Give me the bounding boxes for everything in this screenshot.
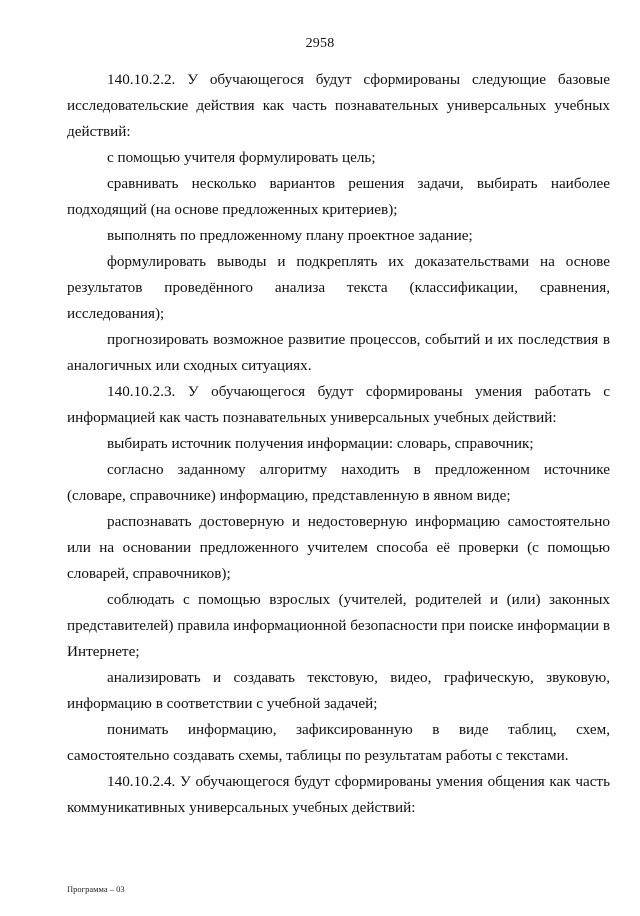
list-item: прогнозировать возможное развитие процессов, событий и их последствия в аналогичных или сходных ситуациях. — [67, 331, 610, 374]
list-item: выбирать источник получения информации: словарь, справочник; — [107, 435, 534, 452]
list-item: распознавать достоверную и недостоверную информацию самостоятельно или на основании предложенного учителем способа её проверки (с помощью словарей, справочников); — [67, 513, 610, 582]
list-item: выполнять по предложенному плану проектное задание; — [107, 227, 473, 244]
list-item: соблюдать с помощью взрослых (учителей, родителей и (или) законных представителей) правила информационной безопасности при поиске информации в Интернете; — [67, 591, 610, 660]
page-footer: Программа – 03 — [67, 884, 125, 894]
list-item: сравнивать несколько вариантов решения задачи, выбирать наиболее подходящий (на основе предложенных критериев); — [67, 175, 610, 218]
list-item: с помощью учителя формулировать цель; — [107, 149, 376, 166]
page-number: 2958 — [305, 36, 335, 51]
list-item: анализировать и создавать текстовую, видео, графическую, звуковую, информацию в соответствии с учебной задачей; — [67, 669, 610, 712]
list-item: понимать информацию, зафиксированную в виде таблиц, схем, самостоятельно создавать схемы, таблицы по результатам работы с текстами. — [67, 721, 610, 764]
paragraph-140-10-2-4: 140.10.2.4. У обучающегося будут сформированы умения общения как часть коммуникативных универсальных учебных действий: — [67, 773, 610, 816]
document-body — [67, 67, 610, 821]
paragraph-140-10-2-2: 140.10.2.2. У обучающегося будут сформированы следующие базовые исследовательские действия как часть познавательных универсальных учебных действий: — [67, 71, 610, 140]
paragraph-140-10-2-3: 140.10.2.3. У обучающегося будут сформированы умения работать с информацией как часть познавательных универсальных учебных действий: — [67, 383, 610, 426]
list-item: согласно заданному алгоритму находить в предложенном источнике (словаре, справочнике) информацию, представленную в явном виде; — [67, 461, 610, 504]
list-item: формулировать выводы и подкреплять их доказательствами на основе результатов проведённого анализа текста (классификации, сравнения, исследования); — [67, 253, 610, 322]
